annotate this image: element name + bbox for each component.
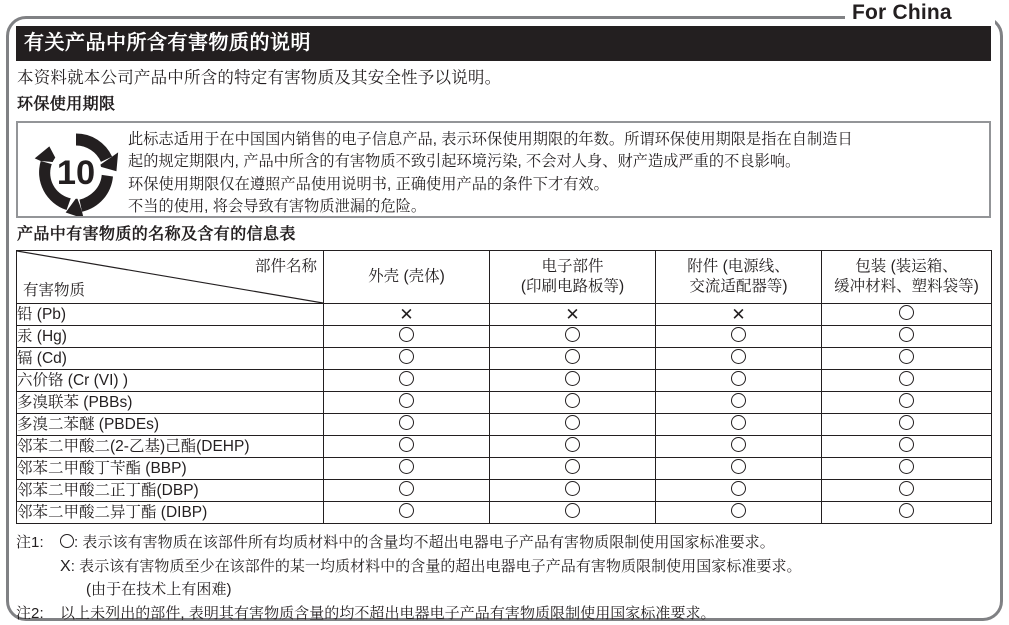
- circle-symbol-icon: [731, 415, 746, 430]
- compliance-mark-cell: [656, 392, 822, 414]
- circle-symbol-icon: [565, 481, 580, 496]
- table-row: [17, 326, 992, 348]
- table-row: [17, 436, 992, 458]
- compliance-mark-cell: [490, 348, 656, 370]
- svg-text:10: 10: [56, 154, 96, 192]
- compliance-mark-cell: [822, 348, 992, 370]
- circle-symbol-icon: [731, 459, 746, 474]
- compliance-mark-cell: [822, 304, 992, 326]
- compliance-mark-cell: [822, 414, 992, 436]
- circle-symbol-icon: [60, 534, 74, 548]
- compliance-mark-cell: [822, 370, 992, 392]
- note-1-label: 注1:: [16, 534, 44, 551]
- table-corner-cell: [17, 251, 324, 304]
- circle-symbol-icon: [399, 349, 414, 364]
- compliance-mark-cell: [822, 458, 992, 480]
- epup-line-2: 起的规定期限内, 产品中所含的有害物质不致引起环境污染, 不会对人身、财产造成严重的不良影响。: [128, 153, 801, 171]
- table-row: [17, 392, 992, 414]
- circle-symbol-icon: [731, 393, 746, 408]
- column-header-housing: 外壳 (壳体): [324, 251, 490, 304]
- circle-symbol-icon: [399, 393, 414, 408]
- substance-name-cell: 镉 (Cd): [17, 348, 324, 370]
- compliance-mark-cell: [490, 436, 656, 458]
- column-header-electronic-parts: 电子部件 (印刷电路板等): [490, 251, 656, 304]
- circle-symbol-icon: [899, 481, 914, 496]
- compliance-mark-cell: [324, 414, 490, 436]
- substance-name-cell: 多溴联苯 (PBBs): [17, 392, 324, 414]
- circle-symbol-icon: [399, 503, 414, 518]
- circle-symbol-icon: [731, 481, 746, 496]
- circle-symbol-icon: [565, 371, 580, 386]
- page-title: 有关产品中所含有害物质的说明: [16, 26, 991, 61]
- circle-symbol-icon: [565, 437, 580, 452]
- circle-symbol-icon: [899, 371, 914, 386]
- substance-name-cell: 邻苯二甲酸二异丁酯 (DIBP): [17, 502, 324, 524]
- compliance-mark-cell: [324, 304, 490, 326]
- circle-symbol-icon: [899, 459, 914, 474]
- epup-description: [128, 128, 983, 219]
- epup-box: [16, 121, 991, 218]
- note-2-text: 以上未列出的部件, 表明其有害物质含量的均不超出电器电子产品有害物质限制使用国家标准要求。: [60, 604, 716, 622]
- circle-symbol-icon: [565, 393, 580, 408]
- china-epup-recycle-icon: [24, 128, 128, 216]
- compliance-mark-cell: [656, 370, 822, 392]
- circle-symbol-icon: [565, 415, 580, 430]
- compliance-mark-cell: [822, 480, 992, 502]
- circle-symbol-icon: [399, 437, 414, 452]
- substance-name-cell: 邻苯二甲酸二(2-乙基)己酯(DEHP): [17, 436, 324, 458]
- circle-symbol-icon: [399, 371, 414, 386]
- corner-substance-label: 有害物质: [23, 282, 86, 299]
- compliance-mark-cell: [490, 502, 656, 524]
- table-row: [17, 458, 992, 480]
- column-header-accessories: 附件 (电源线、 交流适配器等): [656, 251, 822, 304]
- substance-name-cell: 邻苯二甲酸丁苄酯 (BBP): [17, 458, 324, 480]
- table-header-row: [17, 251, 992, 304]
- intro-paragraph: 本资料就本公司产品中所含的特定有害物质及其安全性予以说明。: [17, 69, 502, 87]
- circle-symbol-icon: [565, 327, 580, 342]
- compliance-mark-cell: [656, 458, 822, 480]
- compliance-mark-cell: [656, 348, 822, 370]
- compliance-mark-cell: [490, 414, 656, 436]
- compliance-mark-cell: [656, 304, 822, 326]
- compliance-mark-cell: [324, 436, 490, 458]
- table-row: [17, 370, 992, 392]
- circle-symbol-icon: [899, 503, 914, 518]
- table-row: [17, 502, 992, 524]
- compliance-mark-cell: [656, 502, 822, 524]
- compliance-mark-cell: [490, 370, 656, 392]
- note-2: [16, 602, 991, 625]
- compliance-mark-cell: [490, 392, 656, 414]
- note-1-x-text: : 表示该有害物质至少在该部件的某一均质材料中的含量的超出电器电子产品有害物质限制使用国家标准要求。: [70, 557, 802, 575]
- hazardous-substance-table: [16, 250, 992, 524]
- circle-symbol-icon: [731, 371, 746, 386]
- compliance-mark-cell: [822, 392, 992, 414]
- epup-line-3: 环保使用期限仅在遵照产品使用说明书, 正确使用产品的条件下才有效。: [128, 175, 609, 193]
- compliance-mark-cell: [656, 326, 822, 348]
- compliance-mark-cell: [324, 458, 490, 480]
- table-notes: [16, 524, 991, 625]
- compliance-mark-cell: [324, 480, 490, 502]
- region-tab-label: For China: [852, 1, 952, 24]
- circle-symbol-icon: [399, 459, 414, 474]
- substance-name-cell: 邻苯二甲酸二正丁酯(DBP): [17, 480, 324, 502]
- compliance-mark-cell: [324, 348, 490, 370]
- compliance-mark-cell: [656, 480, 822, 502]
- compliance-mark-cell: [822, 326, 992, 348]
- compliance-mark-cell: [490, 480, 656, 502]
- table-row: [17, 414, 992, 436]
- cross-symbol-icon: ✕: [565, 305, 580, 324]
- circle-symbol-icon: [899, 327, 914, 342]
- note-1: [16, 531, 991, 555]
- circle-symbol-icon: [565, 349, 580, 364]
- table-body: [17, 304, 992, 524]
- circle-symbol-icon: [731, 503, 746, 518]
- substance-name-cell: 六价铬 (Cr (VI) ): [17, 370, 324, 392]
- note-2-label: 注2:: [16, 604, 44, 622]
- note-1-text: : 表示该有害物质在该部件所有均质材料中的含量均不超出电器电子产品有害物质限制使用国家标准要求。: [74, 534, 775, 551]
- compliance-mark-cell: [822, 502, 992, 524]
- compliance-mark-cell: [490, 304, 656, 326]
- circle-symbol-icon: [899, 415, 914, 430]
- substance-name-cell: 多溴二苯醚 (PBDEs): [17, 414, 324, 436]
- content-area: [16, 26, 991, 622]
- note-1-x-line: [16, 555, 991, 579]
- compliance-mark-cell: [490, 326, 656, 348]
- compliance-mark-cell: [822, 436, 992, 458]
- compliance-mark-cell: [490, 458, 656, 480]
- circle-symbol-icon: [399, 481, 414, 496]
- circle-symbol-icon: [899, 305, 914, 320]
- circle-symbol-icon: [731, 327, 746, 342]
- table-row: [17, 348, 992, 370]
- compliance-mark-cell: [324, 326, 490, 348]
- epup-line-1: 此标志适用于在中国国内销售的电子信息产品, 表示环保使用期限的年数。所谓环保使用期限是指在自制造日: [128, 131, 853, 148]
- note-1-body: [60, 531, 991, 555]
- corner-part-name-label: 部件名称: [254, 258, 317, 275]
- circle-symbol-icon: [565, 503, 580, 518]
- circle-symbol-icon: [399, 415, 414, 430]
- compliance-mark-cell: [324, 370, 490, 392]
- compliance-mark-cell: [324, 502, 490, 524]
- circle-symbol-icon: [731, 437, 746, 452]
- compliance-mark-cell: [656, 436, 822, 458]
- compliance-mark-cell: [324, 392, 490, 414]
- table-heading: 产品中有害物质的名称及含有的信息表: [17, 226, 296, 243]
- cross-symbol-icon: X: [60, 557, 71, 575]
- note-1-parenthetical: (由于在技术上有困难): [86, 581, 232, 598]
- table-row: [17, 304, 992, 326]
- circle-symbol-icon: [899, 349, 914, 364]
- table-row: [17, 480, 992, 502]
- cross-symbol-icon: ✕: [399, 305, 414, 324]
- cross-symbol-icon: ✕: [731, 305, 746, 324]
- epup-subheading: 环保使用期限: [17, 96, 116, 113]
- compliance-mark-cell: [656, 414, 822, 436]
- circle-symbol-icon: [565, 459, 580, 474]
- column-header-packaging: 包装 (装运箱、 缓冲材料、塑料袋等): [822, 251, 992, 304]
- substance-name-cell: 铅 (Pb): [17, 304, 324, 326]
- circle-symbol-icon: [731, 349, 746, 364]
- circle-symbol-icon: [899, 437, 914, 452]
- substance-name-cell: 汞 (Hg): [17, 326, 324, 348]
- circle-symbol-icon: [899, 393, 914, 408]
- epup-line-4: 不当的使用, 将会导致有害物质泄漏的危险。: [128, 198, 427, 216]
- circle-symbol-icon: [399, 327, 414, 342]
